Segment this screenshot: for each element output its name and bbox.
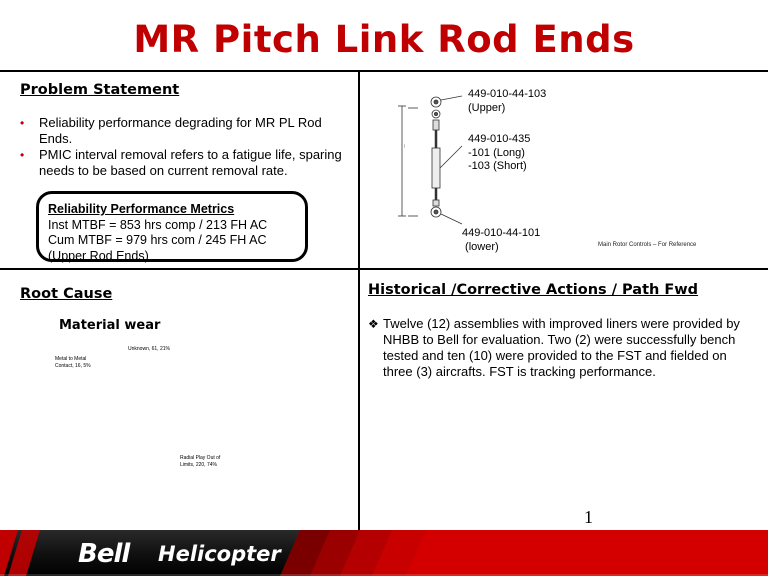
problem-bullets <box>20 115 350 179</box>
problem-heading: Problem Statement <box>20 82 180 98</box>
center-divider <box>358 71 360 531</box>
pitch-link-drawing <box>390 88 470 238</box>
reliability-metrics-box <box>36 191 308 262</box>
metrics-line: Inst MTBF = 853 hrs comp / 213 FH AC <box>48 217 268 232</box>
helicopter-logo: Helicopter <box>158 542 281 566</box>
bell-logo: Bell <box>78 539 130 569</box>
bullet-dot-icon: • <box>20 116 25 130</box>
reference-note: Main Rotor Controls – For Reference <box>598 242 697 248</box>
metrics-line: Cum MTBF = 979 hrs com / 245 FH AC <box>48 233 267 247</box>
part-label-middle: 449-010-435 -101 (Long) -103 (Short) <box>468 133 531 172</box>
dimension-mark: — <box>402 144 407 148</box>
metrics-line: (Upper Rod Ends) <box>48 248 149 263</box>
metrics-title: Reliability Performance Metrics <box>48 202 235 216</box>
page-title: MR Pitch Link Rod Ends <box>133 18 635 61</box>
footer-banner <box>0 530 768 576</box>
historical-bullet-text: Twelve (12) assemblies with improved liners were provided by NHBB to Bell for evaluation. Two (2) were successfully bench tested and ten (10) were provided to the FST and fielded on three (3) aircrafts. FST is tracking performance. <box>383 316 740 379</box>
root-cause-heading: Root Cause <box>20 286 113 302</box>
part-label-lower: 449-010-44-101 (lower) <box>462 227 541 253</box>
historical-bullet <box>368 316 758 380</box>
diamond-bullet-icon: ❖ <box>368 317 379 331</box>
page-number: 1 <box>584 507 593 527</box>
title-divider <box>0 70 768 72</box>
bullet-dot-icon: • <box>20 148 25 162</box>
bullet-item: • Reliability performance degrading for MR PL Rod Ends. <box>20 115 322 146</box>
data-label-unknown: Unknown, 61, 21% <box>128 346 170 352</box>
part-label-upper: 449-010-44-103 (Upper) <box>468 88 547 114</box>
data-label-radial-play: Radial Play Out of Limits, 220, 74% <box>180 455 221 468</box>
historical-heading: Historical /Corrective Actions / Path Fwd <box>368 282 699 298</box>
mid-divider <box>0 268 768 270</box>
data-label-metal-contact: Metal to Metal Contact, 16, 5% <box>55 356 91 369</box>
chart-title: Material wear <box>59 318 161 333</box>
bullet-item: • PMIC interval removal refers to a fatigue life, sparing needs to be based on current removal rate. <box>20 147 342 178</box>
